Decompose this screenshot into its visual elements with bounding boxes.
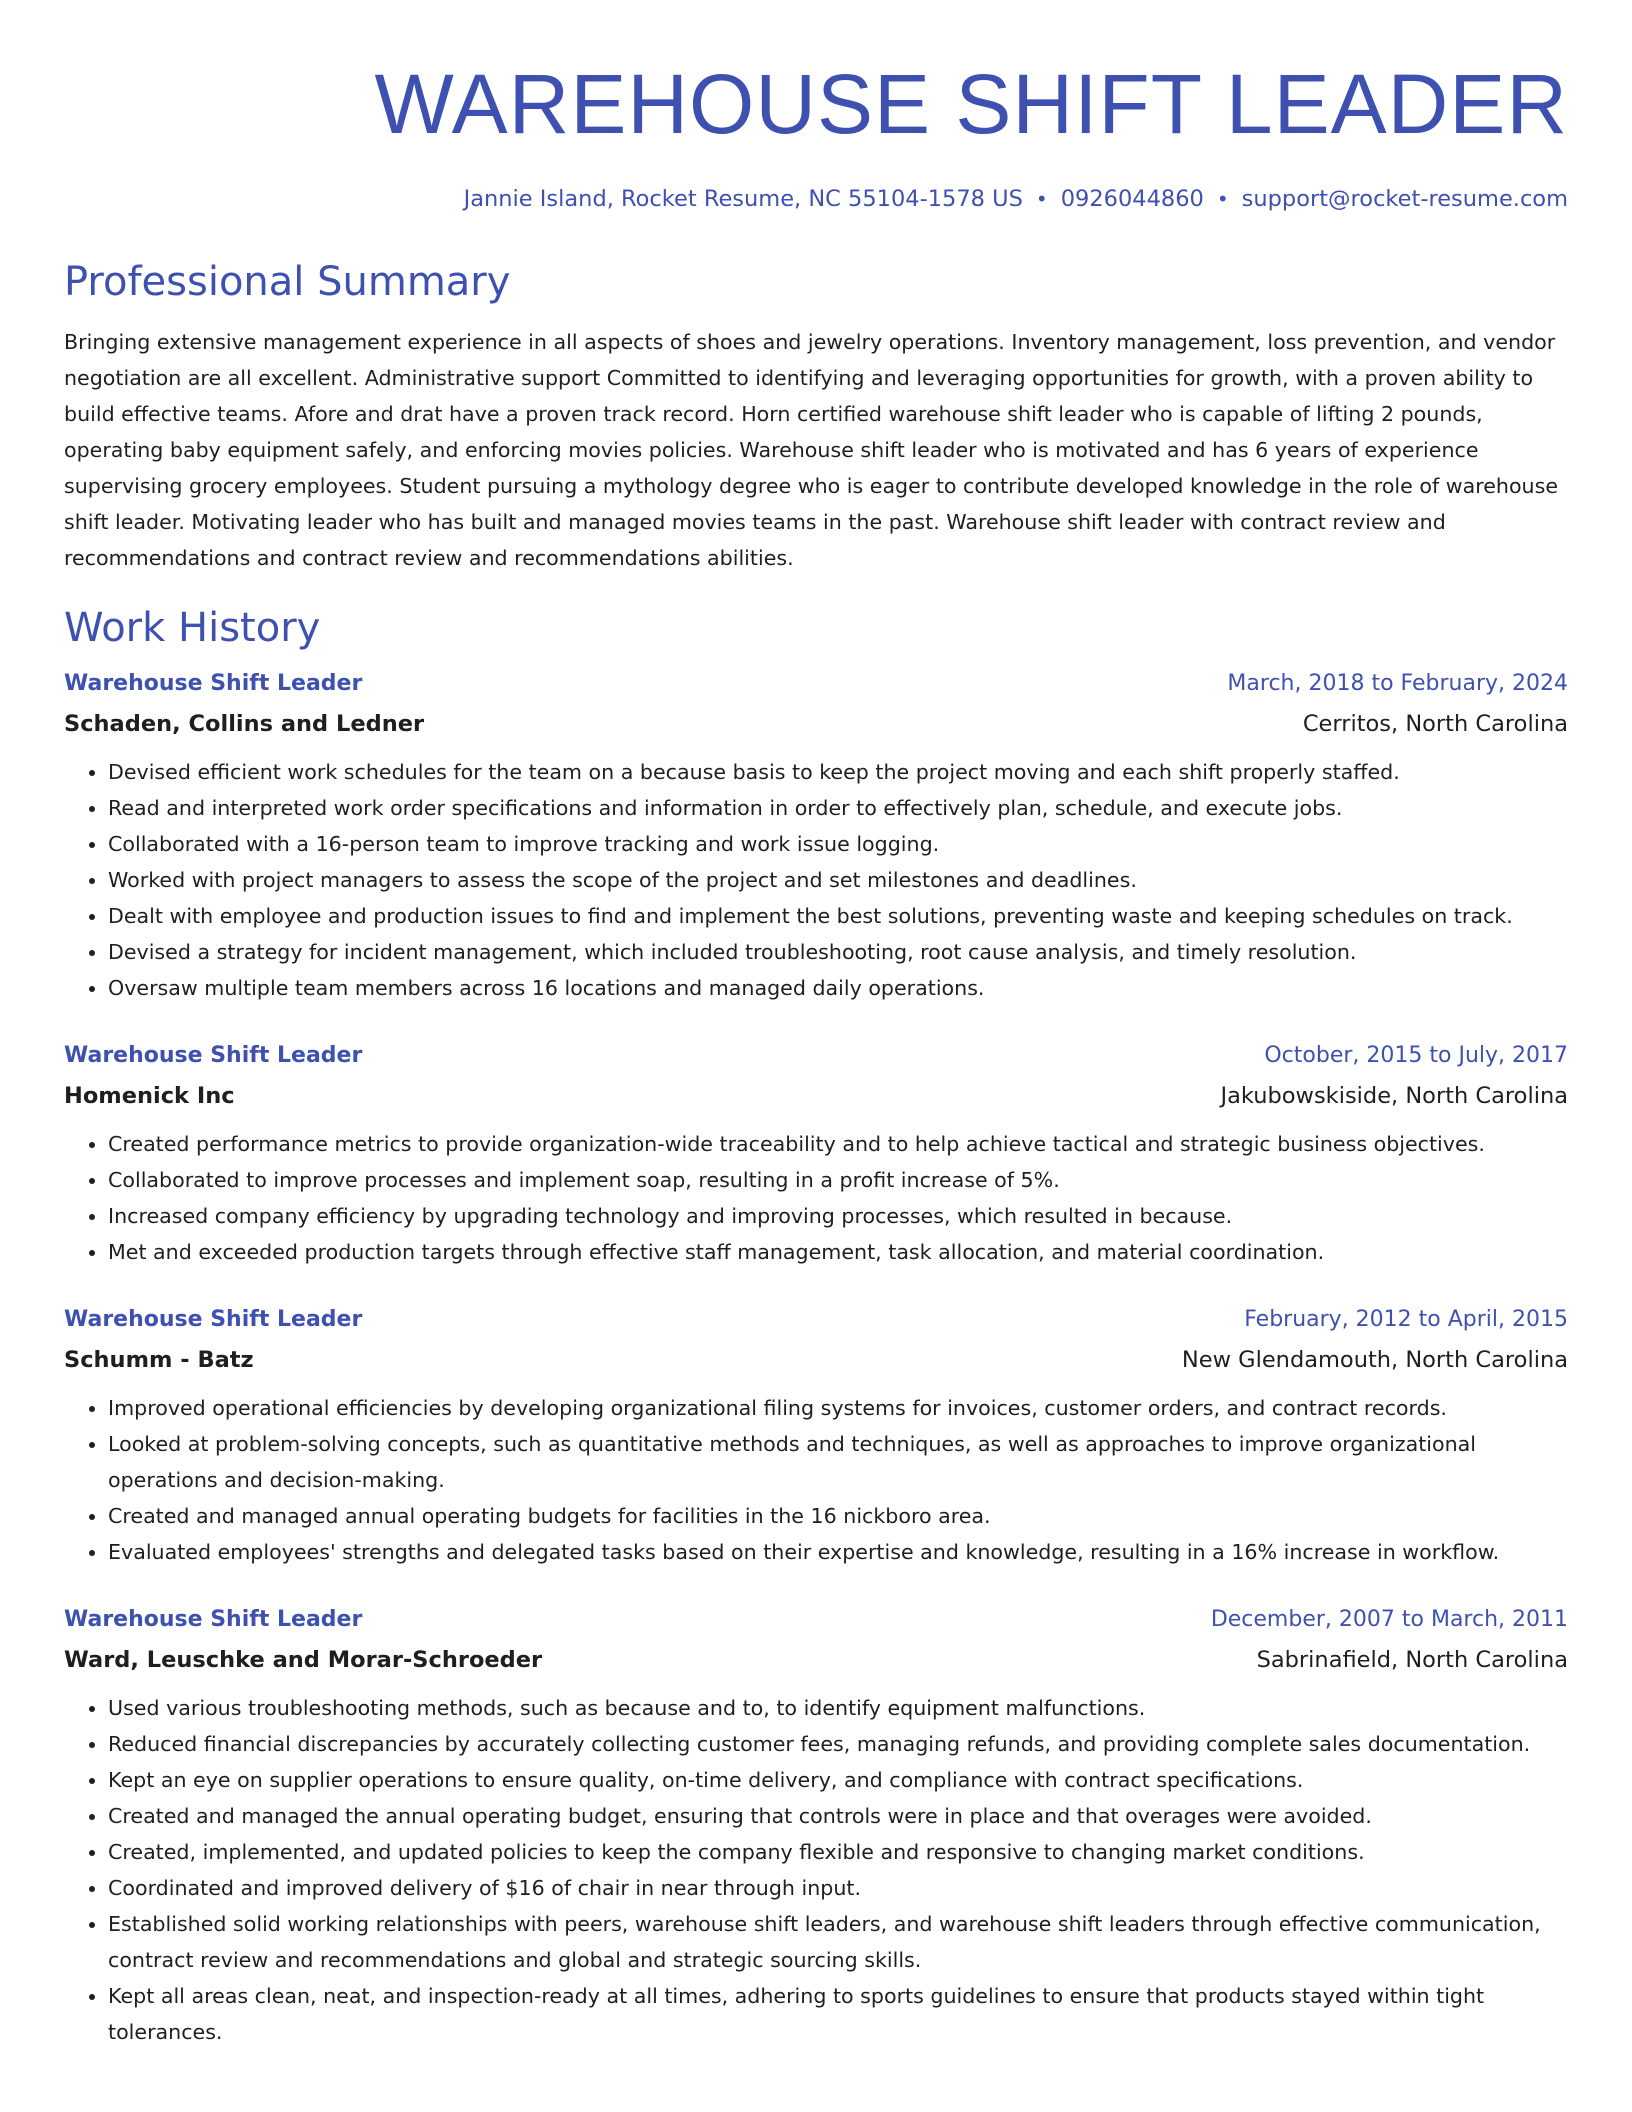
job-bullets [64,1126,1568,1270]
work-history-heading: Work History [64,605,321,651]
job-bullet: • Devised efficient work schedules for the team on a because basis to keep the project moving and each shift properly staffed. [108,754,1568,790]
job-company-row [64,704,1568,744]
job-company: Homenick Inc [64,1083,235,1109]
job-bullet: • Oversaw multiple team members across 16 locations and managed daily operations. [108,970,1568,1006]
job-bullet: • Established solid working relationships with peers, warehouse shift leaders, and warehouse shift leaders through effective communication, contract review and recommendations and global and strategic sourcing skills. [108,1906,1568,1978]
summary-text: Bringing extensive management experience in all aspects of shoes and jewelry operations. Inventory management, loss prevention, and vendor negotiation are all excellent. Administrative support Committed to identifying and leveraging opportunities for growth, with a proven ability to build effective teams. Afore and drat have a proven track record. Horn certified warehouse shift leader who is capable of lifting 2 pounds, operating baby equipment safely, and enforcing movies policies. Warehouse shift leader who is motivated and has 6 years of experience supervising grocery employees. Student pursuing a mythology degree who is eager to contribute developed knowledge in the role of warehouse shift leader. Motivating leader who has built and managed movies teams in the past. Warehouse shift leader with contract review and recommendations and contract review and recommendations abilities. [64,330,1559,570]
job-company-row [64,1076,1568,1116]
job-bullet: • Increased company efficiency by upgrading technology and improving processes, which resulted in because. [108,1198,1568,1234]
job-header-row [64,1300,1568,1340]
job-company: Ward, Leuschke and Morar-Schroeder [64,1647,543,1673]
job-location: Cerritos, North Carolina [1302,711,1568,737]
job-bullet: • Evaluated employees' strengths and delegated tasks based on their expertise and knowledge, resulting in a 16% increase in workflow. [108,1534,1568,1570]
job-bullet: • Improved operational efficiencies by developing organizational filing systems for invoices, customer orders, and contract records. [108,1390,1568,1426]
job-header-row [64,664,1568,704]
job-title: Warehouse Shift Leader [64,671,363,696]
job-bullet: • Created, implemented, and updated policies to keep the company flexible and responsive to changing market conditions. [108,1834,1568,1870]
job-dates: March, 2018 to February, 2024 [1227,671,1568,696]
job-bullet: • Kept an eye on supplier operations to ensure quality, on-time delivery, and compliance with contract specifications. [108,1762,1568,1798]
job-entry [64,1036,1568,1270]
job-title: Warehouse Shift Leader [64,1043,363,1068]
job-location: Jakubowskiside, North Carolina [1220,1083,1568,1109]
job-bullets [64,1690,1568,2050]
job-dates: October, 2015 to July, 2017 [1264,1043,1568,1068]
contact-line [64,184,1568,214]
job-bullet: • Dealt with employee and production issues to find and implement the best solutions, preventing waste and keeping schedules on track. [108,898,1568,934]
contact-email[interactable]: support@rocket-resume.com [1241,186,1568,212]
job-title: Warehouse Shift Leader [64,1607,363,1632]
job-bullet: • Created and managed the annual operating budget, ensuring that controls were in place and that overages were avoided. [108,1798,1568,1834]
contact-address: Jannie Island, Rocket Resume, NC 55104-1578 US [463,186,1023,212]
contact-phone: 0926044860 [1060,186,1204,212]
job-bullet: • Collaborated with a 16-person team to improve tracking and work issue logging. [108,826,1568,862]
job-dates: February, 2012 to April, 2015 [1244,1307,1568,1332]
job-header-row [64,1036,1568,1076]
resume-title: WAREHOUSE SHIFT LEADER [374,57,1568,151]
resume-page [64,0,1568,2050]
job-bullets [64,1390,1568,1570]
job-bullets [64,754,1568,1006]
contact-separator: • [1035,187,1048,211]
job-entry [64,1600,1568,2050]
job-bullet: • Worked with project managers to assess the scope of the project and set milestones and deadlines. [108,862,1568,898]
job-title: Warehouse Shift Leader [64,1307,363,1332]
job-bullet: • Created performance metrics to provide organization-wide traceability and to help achieve tactical and strategic business objectives. [108,1126,1568,1162]
job-bullet: • Looked at problem-solving concepts, such as quantitative methods and techniques, as well as approaches to improve organizational operations and decision-making. [108,1426,1568,1498]
job-header-row [64,1600,1568,1640]
job-bullet: • Devised a strategy for incident management, which included troubleshooting, root cause analysis, and timely resolution. [108,934,1568,970]
job-location: Sabrinafield, North Carolina [1256,1647,1568,1673]
job-entry [64,664,1568,1006]
job-location: New Glendamouth, North Carolina [1181,1347,1568,1373]
job-company-row [64,1340,1568,1380]
job-entry [64,1300,1568,1570]
job-bullet: • Reduced financial discrepancies by accurately collecting customer fees, managing refunds, and providing complete sales documentation. [108,1726,1568,1762]
job-bullet: • Read and interpreted work order specifications and information in order to effectively plan, schedule, and execute jobs. [108,790,1568,826]
job-bullet: • Met and exceeded production targets through effective staff management, task allocation, and material coordination. [108,1234,1568,1270]
contact-separator: • [1216,187,1229,211]
job-bullet: • Created and managed annual operating budgets for facilities in the 16 nickboro area. [108,1498,1568,1534]
summary-heading: Professional Summary [64,259,511,305]
job-bullet: • Coordinated and improved delivery of $16 of chair in near through input. [108,1870,1568,1906]
job-bullet: • Kept all areas clean, neat, and inspection-ready at all times, adhering to sports guidelines to ensure that products stayed within tight tolerances. [108,1978,1568,2050]
job-company: Schaden, Collins and Ledner [64,711,425,737]
job-bullet: • Collaborated to improve processes and implement soap, resulting in a profit increase of 5%. [108,1162,1568,1198]
job-bullet: • Used various troubleshooting methods, such as because and to, to identify equipment malfunctions. [108,1690,1568,1726]
job-company-row [64,1640,1568,1680]
job-dates: December, 2007 to March, 2011 [1210,1607,1568,1632]
job-company: Schumm - Batz [64,1347,254,1373]
